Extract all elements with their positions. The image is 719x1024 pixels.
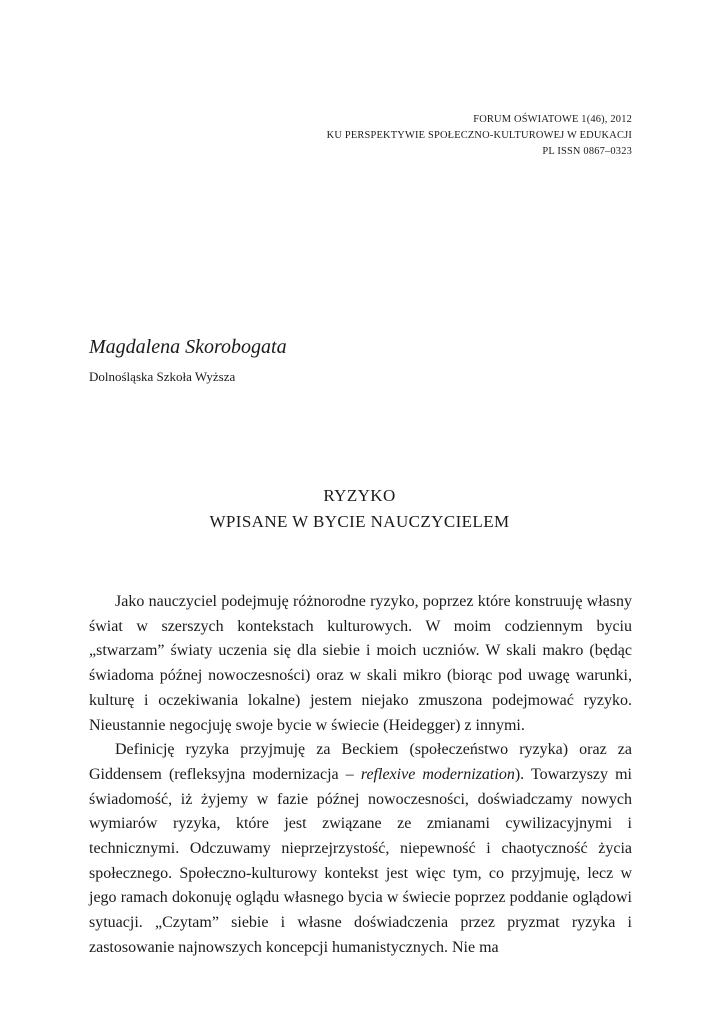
- paragraph-2-italic-term: reflexive modernization: [360, 765, 515, 783]
- article-body: [89, 590, 632, 961]
- journal-name: FORUM OŚWIATOWE 1(46), 2012: [473, 114, 632, 125]
- author-affiliation: Dolnośląska Szkoła Wyższa: [89, 369, 236, 384]
- paragraph-1: Jako nauczyciel podejmuję różnorodne ryzyko, poprzez które konstruuję własny świat w szerszych kontekstach kulturowych. W moim codziennym byciu „stwarzam” światy uczenia się dla siebie i moich uczniów. W skali makro (będąc świadoma późnej nowoczesności) oraz w skali mikro (biorąc pod uwagę warunki, kulturę i oczekiwania lokalne) jestem niejako zmuszona podejmować ryzyko. Nieustannie negocjuję swoje bycie w świecie (Heidegger) z innymi.: [89, 593, 632, 734]
- journal-section: KU PERSPEKTYWIE SPOŁECZNO-KULTUROWEJ W EDUKACJI: [326, 130, 632, 141]
- paper-title-line-2: WPISANE W BYCIE NAUCZYCIELEM: [209, 512, 510, 531]
- paragraph-2-part-a: Definicję ryzyka przyjmuję za Beckiem (społeczeństwo ryzyka) oraz za Giddensem (refleksyjna modernizacja –: [89, 741, 632, 783]
- paper-title-line-1: RYZYKO: [323, 486, 396, 505]
- journal-issn: PL ISSN 0867–0323: [542, 146, 632, 157]
- paragraph-2: [89, 738, 632, 960]
- author-name: Magdalena Skorobogata: [89, 336, 287, 358]
- journal-header: [327, 112, 632, 160]
- paragraph-2-part-b: ). Towarzyszy mi świadomość, iż żyjemy w fazie późnej nowoczesności, doświadczamy nowych wymiarów ryzyka, które jest związane ze zmianami cywilizacyjnymi i technicznymi. Odczuwamy nieprzejrzystość, niepewność i chaotyczność życia społecznego. Społeczno-kulturowy kontekst jest więc tym, co przyjmuję, lecz w jego ramach dokonuję oglądu własnego bycia w świecie poprzez poddanie oglądowi sytuacji. „Czytam” siebie i własne doświadczenia przez pryzmat ryzyka i zastosowanie najnowszych koncepcji humanistycznych. Nie ma: [89, 765, 633, 956]
